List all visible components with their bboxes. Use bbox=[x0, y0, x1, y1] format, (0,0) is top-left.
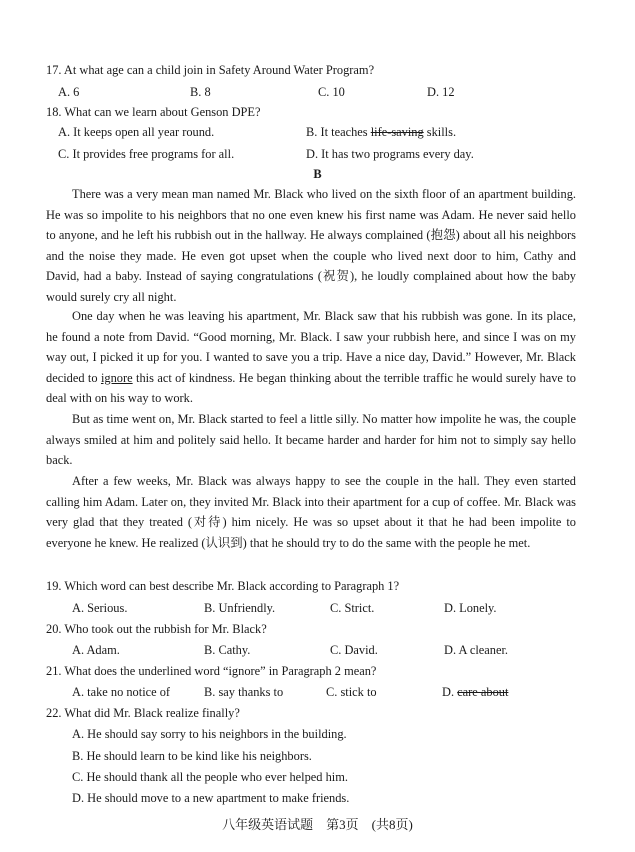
question-18-stem: 18. What can we learn about Genson DPE? bbox=[46, 105, 261, 119]
q19-option-c: C. Strict. bbox=[330, 601, 375, 615]
underlined-word: ignore bbox=[100, 370, 133, 385]
q19-option-a: A. Serious. bbox=[72, 601, 128, 615]
q20-option-b: B. Cathy. bbox=[204, 643, 251, 657]
struck-text: care about bbox=[457, 685, 509, 699]
question-20-stem: 20. Who took out the rubbish for Mr. Black? bbox=[46, 622, 267, 636]
q22-option-b: B. He should learn to be kind like his neighbors. bbox=[72, 749, 312, 763]
q17-option-a: A. 6 bbox=[58, 85, 80, 99]
q21-option-a: A. take no notice of bbox=[72, 685, 171, 699]
question-22-stem: 22. What did Mr. Black realize finally? bbox=[46, 706, 240, 720]
section-heading: B bbox=[313, 167, 322, 181]
q21-option-b: B. say thanks to bbox=[204, 685, 284, 699]
q17-option-c: C. 10 bbox=[318, 85, 345, 99]
q17-option-b: B. 8 bbox=[190, 85, 211, 99]
passage-paragraph-2: One day when he was leaving his apartment, Mr. Black saw that his rubbish was gone. In its place, he found a note from David. “Good morning, Mr. Black. I saw your rubbish here, and since I was on my way out, I picked it up for you. I wanted to save you a trip. Have a nice day, David.” However, Mr. Black decided to ignore this act of kindness. He began thinking about the terrible traffic he would surely have to deal with on his way to work. bbox=[46, 309, 576, 405]
q18-option-b: B. It teaches life-saving skills. bbox=[306, 125, 457, 139]
q19-option-b: B. Unfriendly. bbox=[204, 601, 276, 615]
q21-option-d: D. care about bbox=[442, 685, 509, 699]
q22-option-d: D. He should move to a new apartment to make friends. bbox=[72, 791, 350, 805]
passage-paragraph-3: But as time went on, Mr. Black started to feel a little silly. No matter how impolite he was, the couple always smiled at him and politely said hello. It became harder and harder for him not to simply say hello back. bbox=[46, 412, 576, 467]
passage-paragraph-1: There was a very mean man named Mr. Black who lived on the sixth floor of an apartment building. He was so impolite to his neighbors that no one even knew his first name was Adam. He never said hello to anyone, and he left his rubbish out in the hallway. He always complained (抱怨) about all his neighbors and the noise they made. He even got upset when the couple who lived next door to him, Cathy and David, had a baby. Instead of saying congratulations (祝贺), he loudly complained about how the baby would surely cry all night. bbox=[46, 187, 576, 304]
page-footer: 八年级英语试题 第3页 (共8页) bbox=[222, 817, 413, 832]
question-17-stem: 17. At what age can a child join in Safety Around Water Program? bbox=[46, 63, 375, 77]
q20-option-c: C. David. bbox=[330, 643, 378, 657]
q18-option-a: A. It keeps open all year round. bbox=[58, 125, 215, 139]
q22-option-c: C. He should thank all the people who ever helped him. bbox=[72, 770, 348, 784]
q22-option-a: A. He should say sorry to his neighbors in the building. bbox=[72, 727, 347, 741]
q19-option-d: D. Lonely. bbox=[444, 601, 497, 615]
q21-option-c: C. stick to bbox=[326, 685, 377, 699]
question-21-stem: 21. What does the underlined word “ignore” in Paragraph 2 mean? bbox=[46, 664, 377, 678]
q18-option-c: C. It provides free programs for all. bbox=[58, 147, 235, 161]
passage-paragraph-4: After a few weeks, Mr. Black was always happy to see the couple in the hall. They even started calling him Adam. Later on, they invited Mr. Black into their apartment for a cup of coffee. Mr. Black was very glad that they treated (对待) him nicely. He was so upset about it that he had been impolite to everyone he knew. He realized (认识到) that he should try to do the same with the people he met. bbox=[46, 474, 576, 550]
question-19-stem: 19. Which word can best describe Mr. Black according to Paragraph 1? bbox=[46, 579, 400, 593]
q18-option-d: D. It has two programs every day. bbox=[306, 147, 474, 161]
q17-option-d: D. 12 bbox=[427, 85, 455, 99]
q20-option-a: A. Adam. bbox=[72, 643, 120, 657]
struck-text: life-saving bbox=[370, 125, 424, 139]
q20-option-d: D. A cleaner. bbox=[444, 643, 508, 657]
